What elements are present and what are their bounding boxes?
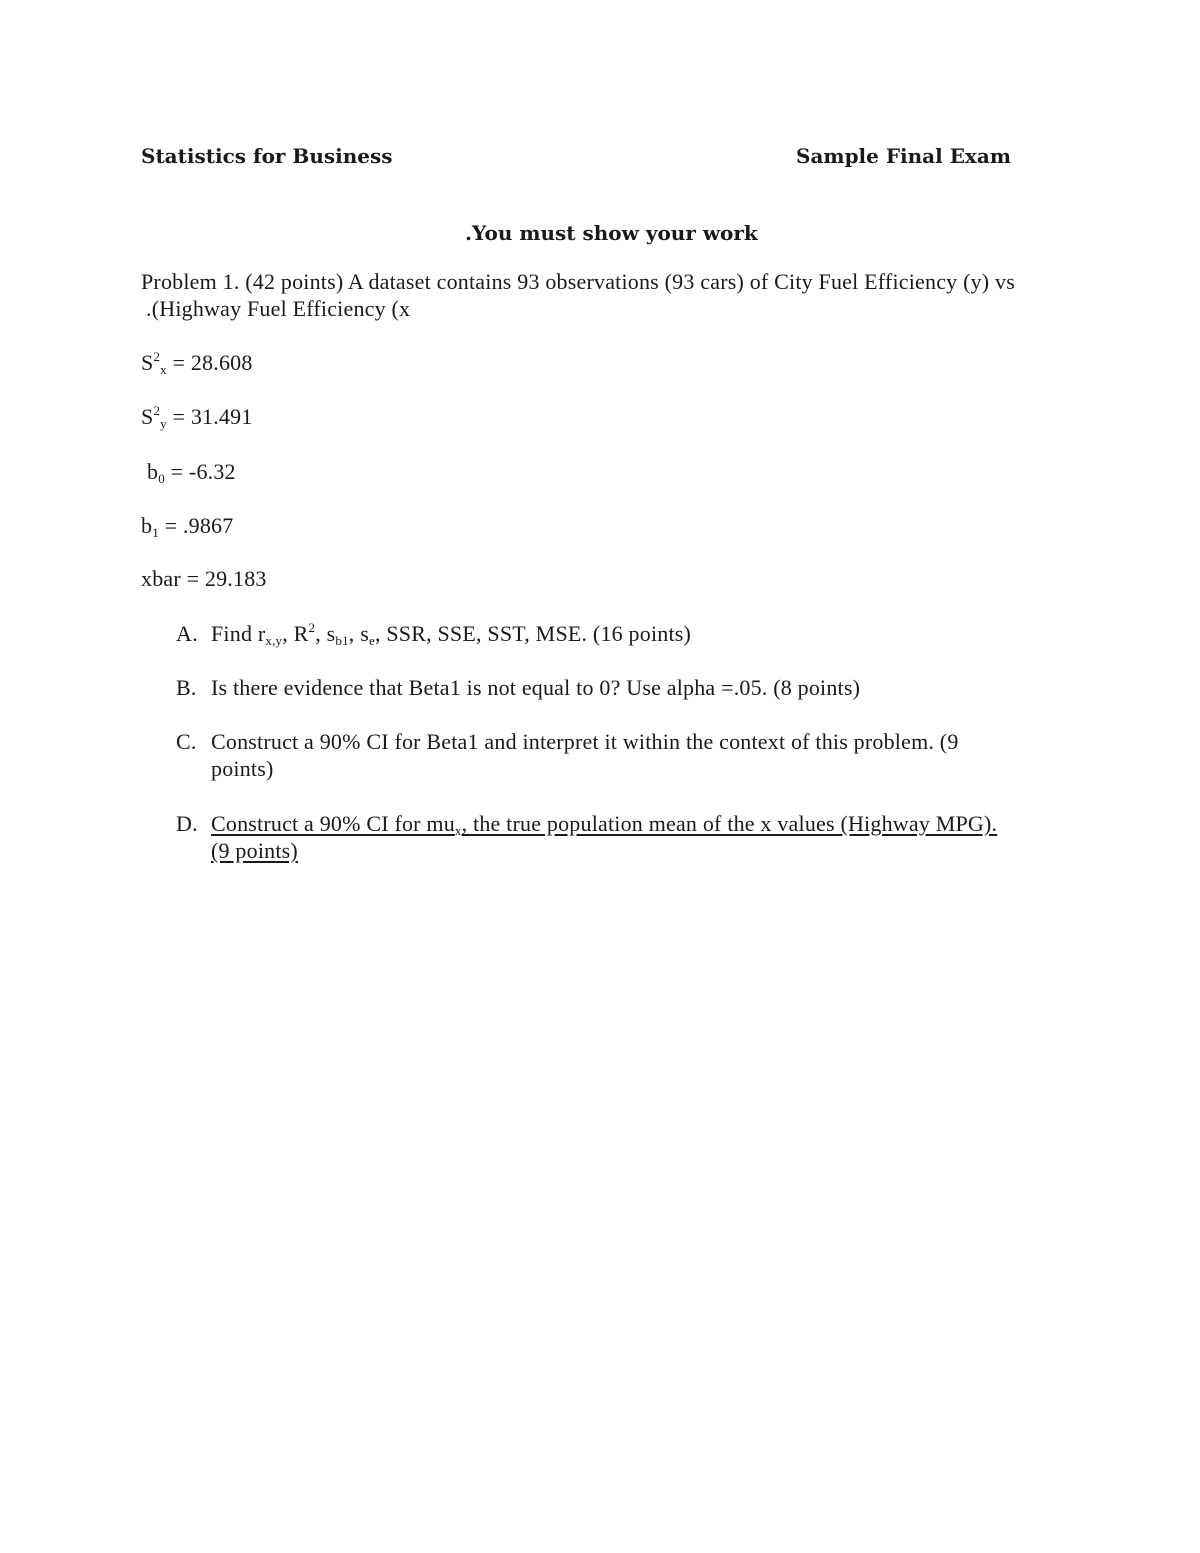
question-c-line-2: points) — [211, 756, 274, 781]
problem-line-1: Problem 1. (42 points) A dataset contains 93 observations (93 cars) of City Fuel Efficiency (y) vs — [141, 269, 1015, 294]
question-b-letter: B. — [176, 675, 197, 700]
question-b-text: Is there evidence that Beta1 is not equal to 0? Use alpha =.05. (8 points) — [211, 675, 861, 700]
stat-b0: $b_0 = -6.32$ — [147, 459, 236, 486]
question-d-line-2: (9 points) — [211, 838, 298, 863]
question-d-line-1: Construct a 90% CI for $mu_x$, the true population mean of the x values (Highway MPG). — [211, 811, 998, 838]
course-title: Statistics for Business — [141, 144, 393, 168]
question-a-letter: A. — [176, 621, 198, 646]
question-c-line-1: Construct a 90% CI for Beta1 and interpret it within the context of this problem. (9 — [211, 729, 959, 754]
stat-b1: $b_1 = .9867$ — [141, 513, 234, 540]
stat-sx2: $S^2_x = 28.608$ — [141, 349, 253, 377]
problem-line-2: .(Highway Fuel Efficiency (x — [146, 296, 411, 321]
instruction: .You must show your work — [465, 221, 758, 245]
question-d-letter: D. — [176, 811, 198, 836]
stat-sy2: $S^2_y = 31.491$ — [141, 403, 253, 431]
exam-title: Sample Final Exam — [796, 144, 1011, 168]
question-c-letter: C. — [176, 729, 197, 754]
question-a-text: Find $r_{x,y}$, $R^2$, $s_{b1}$, $s_e$, SSR, SSE, SST, MSE. (16 points) — [211, 620, 692, 648]
stat-xbar: xbar = 29.183 — [141, 566, 267, 591]
